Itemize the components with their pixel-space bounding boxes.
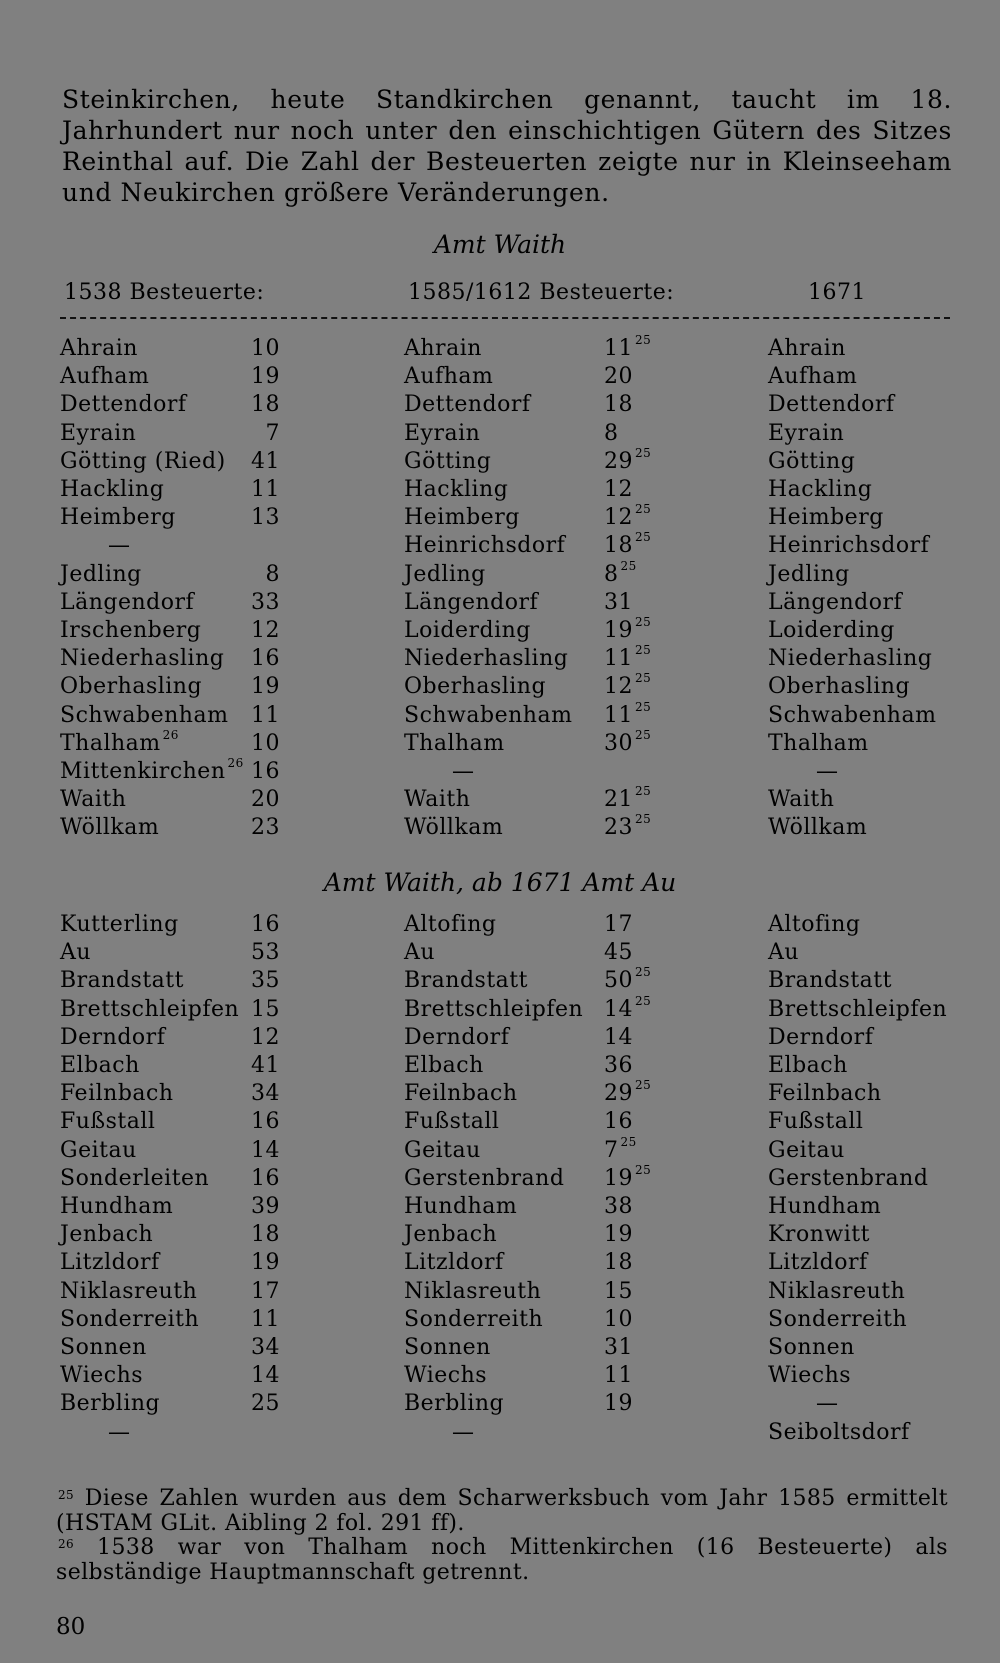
footnote-ref: 25 [635,615,652,629]
table-cell-place-1538: Niederhasling [60,646,225,672]
table-cell-place-1671: Feilnbach [768,1081,882,1107]
table-cell-count-1538: 41 [251,1053,280,1078]
table-cell-place-1585: Niederhasling [404,646,569,672]
footnote-ref: 25 [635,333,652,347]
page-number: 80 [56,1614,86,1640]
table-cell-place-1585: Brandstatt [404,968,528,994]
footnote-ref: 25 [635,1162,652,1177]
table-cell-count-1585: 31 [604,1335,633,1360]
table-cell-place-1538: Kutterling [60,912,179,937]
place-name: Thalham [60,730,161,756]
table-cell-count-1538: 15 [251,996,280,1022]
table-cell-count-1538: 34 [251,1081,280,1107]
table-cell-place-1585: Au [404,940,436,966]
table-cell-place-1671: Dettendorf [768,392,895,418]
footnote-ref: 26 [162,727,179,742]
table-cell-place-1585: Geitau [404,1137,481,1163]
table-cell-place-1671: Ahrain [768,336,846,361]
table-cell-count-1585: 19 [604,1391,633,1417]
table-cell-place-1671: Oberhasling [768,674,911,700]
table-cell-place-1671: Au [768,940,800,966]
footnote-26-mark: 26 [58,1537,75,1551]
table-cell-place-1585: Loiderding [404,618,531,643]
table-cell-place-1538 [60,756,244,784]
table-cell-place-1585: — [452,1419,475,1445]
table-cell-count-1538: 17 [251,1278,280,1304]
footnote-ref: 25 [635,530,652,545]
footnote-ref: 25 [635,643,652,658]
table-cell-place-1585: Heimberg [404,505,520,531]
table-cell-place-1671: Fußstall [768,1109,864,1135]
table-cell-place-1585: Berbling [404,1391,505,1417]
table-cell-count-1585: 20 [604,364,633,390]
table-cell-count-1538: 16 [251,912,280,937]
table-cell-place-1538: Niklasreuth [60,1278,198,1304]
table-cell-count-1538: 16 [251,646,280,672]
table-cell-count-1538: 18 [251,1222,280,1248]
table-cell-place-1585: Brettschleipfen [404,996,584,1022]
table-cell-place-1671: Götting [768,448,856,474]
footnote-ref: 25 [635,699,652,714]
table-cell-place-1671: Seiboltsdorf [768,1419,910,1445]
table-cell-place-1538: Hundham [60,1194,174,1219]
table-cell-count-1538: 7 [265,420,280,446]
table-cell-count-1585: 7 $^{25}$ [604,1134,637,1163]
table-cell-count-1538: 25 [251,1391,280,1417]
table-cell-count-1538: 11 [251,1306,280,1332]
table-cell-place-1538: — [108,533,131,559]
table-cell-place-1671: Elbach [768,1053,848,1078]
table-cell-count-1585: 15 [604,1278,633,1304]
table-cell-place-1538: Derndorf [60,1024,166,1050]
footnote-ref: 25 [635,812,652,827]
table-cell-count-1585: 18 [604,1250,633,1276]
table-cell-place-1585: Waith [404,787,471,813]
table-cell-place-1585: — [452,759,475,784]
table-cell-place-1538: Längendorf [60,589,195,615]
table-cell-place-1585: Hackling [404,477,509,502]
table-cell-count-1585: 29 $^{25}$ [604,1078,652,1107]
table-cell-count-1538: 11 [251,477,280,502]
table-cell-place-1585: Wöllkam [404,815,504,841]
table-cell-place-1585: Sonderreith [404,1306,544,1332]
table-cell-place-1671: Geitau [768,1137,845,1163]
table-cell-place-1538: Sonderleiten [60,1165,210,1191]
table-cell-place-1538: Sonnen [60,1335,147,1360]
table-cell-place-1585: Jenbach [404,1222,498,1248]
table-cell-count-1538: 53 [251,940,280,966]
table-cell-count-1538: 19 [251,364,280,390]
table-cell-place-1538: Wiechs [60,1363,144,1389]
table-cell-place-1585: Oberhasling [404,674,547,700]
table-cell-place-1538: Irschenberg [60,618,202,643]
table-cell-place-1538: Jedling [60,561,142,587]
section-heading-amt-au: Amt Waith, ab 1671 Amt Au [323,868,677,897]
table-cell-count-1538: 19 [251,1250,280,1276]
footnote-25 [56,1486,948,1536]
table-cell-place-1671: Kronwitt [768,1222,870,1248]
table-cell-place-1671: Hundham [768,1194,882,1219]
table-cell-place-1538: Waith [60,787,127,813]
table-cell-place-1671: Derndorf [768,1024,874,1050]
table-cell-place-1671: Heimberg [768,505,884,531]
table-cell-count-1585: 19 [604,1222,633,1248]
table-cell-place-1671: Schwabenham [768,702,937,728]
table-cell-place-1538: Fußstall [60,1109,156,1135]
table-cell-place-1585: Längendorf [404,589,539,615]
footnote-ref: 25 [620,1134,637,1149]
footnote-ref: 25 [635,502,652,517]
table-cell-count-1585: 30 $^{25}$ [604,727,652,756]
table-cell-place-1671: Altofing [768,912,861,937]
table-cell-place-1585: Wiechs [404,1363,488,1389]
table-cell-count-1585: 45 [604,940,633,966]
table-cell-place-1538 [60,727,179,756]
footnote-ref: 25 [635,1078,652,1093]
table-cell-count-1538: 41 [251,448,280,474]
table-cell-count-1538: 10 [251,730,280,756]
table-cell-count-1585: 19 $^{25}$ [604,615,652,643]
table-cell-place-1585: Heinrichsdorf [404,533,566,559]
table-cell-count-1585: 11 [604,1363,633,1389]
table-cell-place-1538: Heimberg [60,505,176,531]
table-cell-place-1671: Loiderding [768,618,895,643]
table-cell-count-1538: 12 [251,618,280,643]
table-cell-place-1671: — [816,1391,839,1417]
table-cell-place-1538: Oberhasling [60,674,203,700]
table-cell-count-1538: 20 [251,787,280,813]
table-cell-place-1671: Sonnen [768,1335,855,1360]
table-cell-count-1585: 14 $^{25}$ [604,993,652,1022]
footnote-26-text: 1538 war von Thalham noch Mittenkirchen (16 Besteuerte) als selbständige Hauptmannschaft getrennt. [56,1535,948,1585]
table-cell-place-1671: Eyrain [768,420,845,446]
table-cell-place-1585: Jedling [404,561,486,587]
column-header-1671: 1671 [808,280,866,305]
table-cell-place-1585: Derndorf [404,1024,510,1050]
table-cell-place-1585: Gerstenbrand [404,1165,565,1191]
footnote-ref: 25 [635,445,652,460]
table-cell-count-1585: 12 $^{25}$ [604,671,652,700]
table-cell-count-1585: 18 [604,392,633,418]
table-cell-place-1585: Feilnbach [404,1081,518,1107]
table-cell-count-1585: 17 [604,912,633,937]
table-cell-count-1538: 19 [251,674,280,700]
table-cell-count-1538: 10 [251,336,280,361]
footnote-ref: 25 [635,727,652,742]
table-cell-place-1538: Geitau [60,1137,137,1163]
table-cell-place-1538: Sonderreith [60,1306,200,1332]
table-cell-place-1671: Waith [768,787,835,813]
table-cell-count-1538: 13 [251,505,280,531]
table-cell-place-1585: Elbach [404,1053,484,1078]
table-cell-place-1585: Hundham [404,1194,518,1219]
table-cell-place-1671: Wöllkam [768,815,868,841]
table-cell-count-1585: 14 [604,1024,633,1050]
table-cell-place-1538: Litzldorf [60,1250,160,1276]
table-cell-place-1585: Schwabenham [404,702,573,728]
table-cell-place-1538: Feilnbach [60,1081,174,1107]
table-cell-place-1538: Aufham [60,364,150,390]
table-cell-count-1538: 16 [251,1109,280,1135]
footnote-25-text: Diese Zahlen wurden aus dem Scharwerksbuch vom Jahr 1585 ermittelt (HSTAM GLit. Aibling 2 fol. 291 ff). [56,1486,948,1536]
footnote-ref: 25 [635,965,652,980]
table-cell-place-1585: Sonnen [404,1335,491,1360]
footnote-ref: 25 [620,558,637,573]
table-cell-count-1538: 8 [265,561,280,587]
table-cell-place-1538: Elbach [60,1053,140,1078]
table-cell-place-1671: Wiechs [768,1363,852,1389]
table-cell-count-1538: 11 [251,702,280,728]
table-cell-place-1585: Eyrain [404,420,481,446]
table-cell-count-1538: 14 [251,1137,280,1163]
table-cell-place-1671: Thalham [768,730,869,756]
table-cell-place-1671: Längendorf [768,589,903,615]
table-cell-count-1538: 35 [251,968,280,994]
table-cell-place-1671: Hackling [768,477,873,502]
table-cell-place-1585: Ahrain [404,336,482,361]
table-cell-place-1538: Brettschleipfen [60,996,240,1022]
intro-paragraph: Steinkirchen, heute Standkirchen genannt, taucht im 18. Jahrhundert nur noch unter den einschichtigen Gütern des Sitzes Reinthal auf. Die Zahl der Besteuerten zeigte nur in Kleinseeham und Neukirchen größere Veränderungen. [62,85,952,207]
table-cell-place-1538: Dettendorf [60,392,187,418]
table-cell-count-1585: 29 $^{25}$ [604,445,652,474]
table-cell-place-1585: Fußstall [404,1109,500,1135]
column-header-1585: 1585/1612 Besteuerte: [408,280,675,305]
table-cell-place-1671: Niklasreuth [768,1278,906,1304]
section-heading-amt-waith: Amt Waith [433,230,567,259]
table-cell-place-1671: Litzldorf [768,1250,868,1276]
table-cell-count-1585: 23 $^{25}$ [604,812,652,841]
footnote-ref: 25 [635,671,652,686]
table-cell-count-1585: 11 $^{25}$ [604,333,652,361]
table-cell-count-1585: 31 [604,589,633,615]
table-cell-place-1585: Thalham [404,730,505,756]
table-cell-place-1538: Götting (Ried) [60,448,226,474]
footnote-ref: 25 [635,784,652,799]
header-rule [60,317,950,319]
table-cell-count-1585: 11 $^{25}$ [604,643,652,672]
table-cell-count-1538: 16 [251,759,280,784]
table-cell-count-1585: 8 [604,420,619,446]
table-cell-count-1585: 18 $^{25}$ [604,530,652,559]
table-cell-count-1585: 21 $^{25}$ [604,784,652,813]
table-cell-place-1538: Hackling [60,477,165,502]
table-cell-place-1671: Sonderreith [768,1306,908,1332]
table-cell-count-1585: 10 [604,1306,633,1332]
table-cell-count-1585: 16 [604,1109,633,1135]
table-cell-count-1538: 12 [251,1024,280,1050]
table-cell-place-1671: Brettschleipfen [768,996,948,1022]
table-cell-place-1671: — [816,759,839,784]
table-cell-count-1538: 39 [251,1194,280,1219]
table-cell-count-1538: 16 [251,1165,280,1191]
table-cell-place-1538: Schwabenham [60,702,229,728]
table-cell-count-1538: 18 [251,392,280,418]
table-cell-count-1538: 33 [251,589,280,615]
footnote-26 [56,1535,948,1585]
table-cell-count-1585: 50 $^{25}$ [604,965,652,994]
table-cell-place-1585: Dettendorf [404,392,531,418]
table-cell-place-1538: Au [60,940,92,966]
table-cell-count-1585: 8 $^{25}$ [604,558,637,587]
table-cell-count-1538: 23 [251,815,280,841]
table-cell-place-1538: Brandstatt [60,968,184,994]
table-cell-count-1585: 11 $^{25}$ [604,699,652,728]
table-cell-place-1585: Götting [404,448,492,474]
table-cell-place-1538: Eyrain [60,420,137,446]
table-cell-place-1585: Niklasreuth [404,1278,542,1304]
footnote-ref: 26 [227,756,244,770]
column-header-1538: 1538 Besteuerte: [64,280,265,305]
table-cell-place-1671: Gerstenbrand [768,1165,929,1191]
table-cell-place-1671: Heinrichsdorf [768,533,930,559]
table-cell-place-1671: Aufham [768,364,858,390]
footnote-ref: 25 [635,993,652,1008]
table-cell-count-1585: 12 [604,477,633,502]
table-cell-count-1585: 19 $^{25}$ [604,1162,652,1191]
table-cell-place-1671: Niederhasling [768,646,933,672]
table-cell-place-1585: Litzldorf [404,1250,504,1276]
table-cell-place-1538: Jenbach [60,1222,154,1248]
table-cell-place-1538: — [108,1419,131,1445]
table-cell-place-1538: Berbling [60,1391,161,1417]
place-name: Mittenkirchen [60,759,226,784]
footnote-25-mark: 25 [58,1488,75,1502]
table-cell-count-1538: 14 [251,1363,280,1389]
table-cell-place-1538: Ahrain [60,336,138,361]
table-cell-count-1585: 38 [604,1194,633,1219]
table-cell-count-1538: 34 [251,1335,280,1360]
table-cell-place-1671: Jedling [768,561,850,587]
table-cell-place-1585: Aufham [404,364,494,390]
table-cell-place-1671: Brandstatt [768,968,892,994]
table-cell-place-1538: Wöllkam [60,815,160,841]
table-cell-count-1585: 36 [604,1053,633,1078]
table-cell-count-1585: 12 $^{25}$ [604,502,652,531]
table-cell-place-1585: Altofing [404,912,497,937]
